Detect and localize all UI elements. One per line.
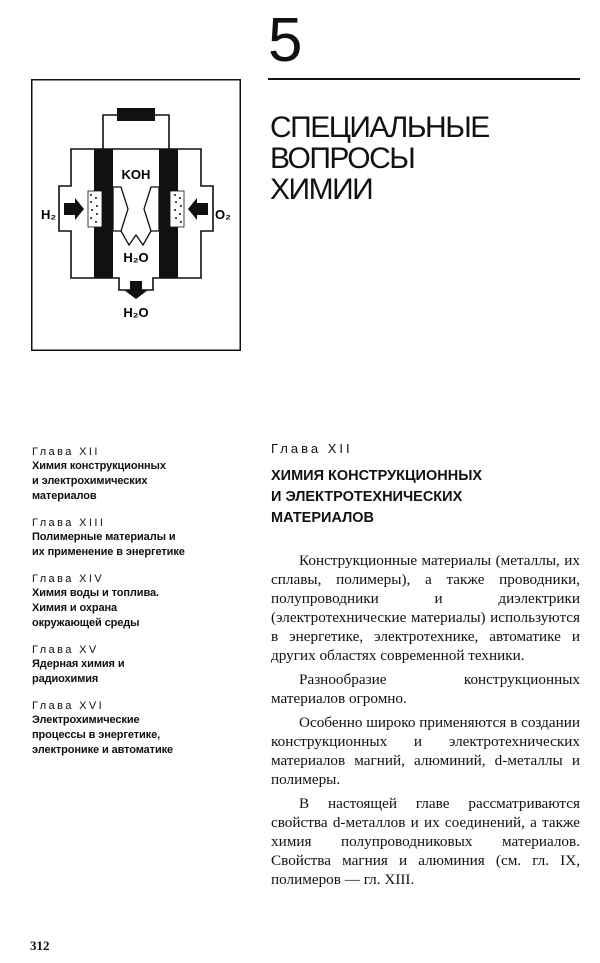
toc-title-line: радиохимия xyxy=(32,673,99,685)
toc-entry xyxy=(32,643,262,687)
electrolyte-zigzag xyxy=(121,231,151,245)
part-title-line: ВОПРОСЫ xyxy=(270,142,415,175)
toc-title-line: Полимерные материалы и xyxy=(32,531,176,543)
chapter-intro-text xyxy=(271,551,580,894)
oxygen-inlet-arrow-icon xyxy=(188,198,208,220)
hydrogen-label: H₂ xyxy=(41,207,57,222)
part-title-line: СПЕЦИАЛЬНЫЕ xyxy=(270,111,489,144)
toc-chapter-label: Глава XV xyxy=(32,644,99,656)
paragraph: Особенно широко применяются в создании конструкционных и электротехнических материалов магний, алюминий, d-металлы и полимеры. xyxy=(271,714,580,788)
toc-title-line: Химия и охрана xyxy=(32,602,118,614)
anode-gap-wedge xyxy=(113,187,128,231)
anode-catalyst xyxy=(88,191,102,227)
part-title xyxy=(270,112,570,205)
toc-title-line: электронике и автоматике xyxy=(32,744,174,756)
toc-chapter-title xyxy=(32,530,262,560)
electrolyte-label: KOH xyxy=(121,167,151,182)
water-outlet-arrow-icon xyxy=(124,281,148,299)
toc-title-line: Химия конструкционных xyxy=(32,460,166,472)
fuel-cell-diagram xyxy=(31,79,241,351)
chapter-label: Глава XII xyxy=(271,441,353,456)
paragraph: Конструкционные материалы (металлы, их сплавы, полимеры), а также проводники, полупроводники и диэлектрики (электротехнические материалы) используются в энергетике, электротехнике, автоматике и других областях современной техники. xyxy=(271,552,580,664)
toc-title-line: окружающей среды xyxy=(32,617,140,629)
toc-title-line: их применение в энергетике xyxy=(32,546,185,558)
toc-chapter-title xyxy=(32,657,262,687)
toc-chapter-title xyxy=(32,459,262,504)
page-number: 312 xyxy=(30,938,50,953)
toc-title-line: материалов xyxy=(32,490,97,502)
chapter-title-line: ХИМИЯ КОНСТРУКЦИОННЫХ xyxy=(271,468,483,484)
cathode-gap-wedge xyxy=(144,187,159,231)
paragraph: Разнообразие конструкционных материалов огромно. xyxy=(271,671,580,707)
toc-chapter-title xyxy=(32,586,262,631)
toc-title-line: Ядерная химия и xyxy=(32,658,125,670)
toc-chapter-label: Глава XVI xyxy=(32,700,105,712)
toc-title-line: Электрохимические xyxy=(32,714,140,726)
part-title-line: ХИМИИ xyxy=(270,173,373,206)
toc-chapter-title xyxy=(32,713,262,758)
chapter-title xyxy=(271,466,581,529)
oxygen-label: O₂ xyxy=(215,207,231,222)
toc-title-line: и электрохимических xyxy=(32,475,148,487)
toc-entry xyxy=(32,445,262,504)
toc-entry xyxy=(32,516,262,560)
chapter-title-line: МАТЕРИАЛОВ xyxy=(271,510,375,526)
toc-chapter-label: Глава XIII xyxy=(32,517,106,529)
part-divider xyxy=(268,78,580,80)
part-contents-list xyxy=(32,445,262,770)
paragraph: В настоящей главе рассматриваются свойства d-металлов и их соединений, а также химия полупроводниковых материалов. Свойства магния и алюминия (см. гл. IX, полимеров — гл. XIII. xyxy=(271,795,580,888)
toc-title-line: Химия воды и топлива. xyxy=(32,587,159,599)
part-number: 5 xyxy=(268,6,303,75)
toc-entry xyxy=(32,699,262,758)
toc-entry xyxy=(32,572,262,631)
toc-chapter-label: Глава XII xyxy=(32,446,100,458)
hydrogen-inlet-arrow-icon xyxy=(64,198,84,220)
toc-title-line: процессы в энергетике, xyxy=(32,729,161,741)
outlet-water-label: H₂O xyxy=(123,305,149,320)
resistor-icon xyxy=(117,108,155,121)
product-water-label: H₂O xyxy=(123,250,149,265)
chapter-title-line: И ЭЛЕКТРОТЕХНИЧЕСКИХ xyxy=(271,489,463,505)
toc-chapter-label: Глава XIV xyxy=(32,573,105,585)
